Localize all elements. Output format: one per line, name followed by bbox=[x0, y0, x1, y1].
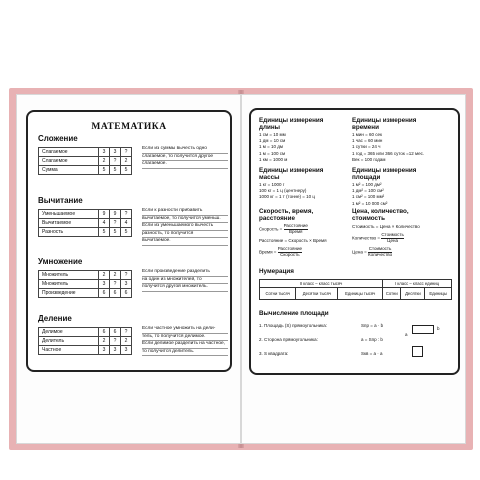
row-value: 3 bbox=[99, 280, 110, 289]
row-value: 3 bbox=[121, 280, 132, 289]
mass-lines: 1 кг = 1000 г 100 кг = 1 ц (центнеру) 1000 кг = 1 т (тонне) = 10 ц bbox=[259, 182, 316, 200]
row-value: ? bbox=[121, 328, 132, 337]
time-lines: 1 мин = 60 сек 1 час = 60 мин 1 сутки = 24 ч 1 год = 365 или 366 суток =12 мес. Век = 100 годам bbox=[352, 132, 425, 162]
table-row bbox=[39, 210, 132, 219]
rule-explanation bbox=[142, 326, 228, 356]
row-value: 3 bbox=[99, 346, 110, 355]
row-value: 6 bbox=[110, 328, 121, 337]
explanation-line: получится другой множитель. bbox=[142, 284, 228, 292]
row-value: ? bbox=[110, 219, 121, 228]
explanation-line: разность, то получится bbox=[142, 231, 228, 239]
explanation-line: слагаемое, то получится другое bbox=[142, 154, 228, 162]
row-label: Произведение bbox=[39, 289, 99, 298]
area-units-heading: Единицы измерения площади bbox=[352, 167, 417, 181]
explanation-line: Если из суммы вычесть одно bbox=[142, 146, 228, 154]
price-heading: Цена, количество, стоимость bbox=[352, 208, 409, 222]
cell-tens: Десятки bbox=[401, 288, 425, 300]
row-value: ? bbox=[121, 271, 132, 280]
cell-units: Единицы bbox=[425, 288, 452, 300]
table-row bbox=[39, 157, 132, 166]
row-value: 2 bbox=[121, 337, 132, 346]
mass-heading: Единицы измерения массы bbox=[259, 167, 324, 181]
section-heading: Сложение bbox=[38, 134, 78, 143]
explanation-line: то получится делитель. bbox=[142, 349, 228, 357]
rectangle-figure bbox=[412, 325, 434, 334]
operation-table bbox=[38, 327, 132, 355]
row-value: 6 bbox=[110, 289, 121, 298]
row-label: Разность bbox=[39, 228, 99, 237]
class-units: I класс – класс единиц bbox=[383, 280, 452, 288]
table-row bbox=[39, 280, 132, 289]
explanation-line: Если к разности прибавить bbox=[142, 208, 228, 216]
explanation-line: слагаемое. bbox=[142, 161, 228, 169]
row-value: 2 bbox=[110, 271, 121, 280]
page-title: МАТЕМАТИКА bbox=[91, 122, 167, 132]
area-formula-1: Sпр = a · b bbox=[361, 323, 384, 328]
row-value: 6 bbox=[121, 289, 132, 298]
row-value: ? bbox=[110, 337, 121, 346]
area-calc-heading: Вычисление площади bbox=[259, 310, 329, 317]
row-value: 3 bbox=[99, 148, 110, 157]
row-label: Вычитаемое bbox=[39, 219, 99, 228]
row-value: 5 bbox=[99, 166, 110, 175]
row-label: Делимое bbox=[39, 328, 99, 337]
row-value: 2 bbox=[121, 157, 132, 166]
row-value: 6 bbox=[99, 328, 110, 337]
row-label: Делитель bbox=[39, 337, 99, 346]
price-formula-1: Стоимость = Цена × Количество bbox=[352, 224, 420, 229]
explanation-line: Если из уменьшаемого вычесть bbox=[142, 223, 228, 231]
row-value: 6 bbox=[99, 289, 110, 298]
row-value: 9 bbox=[99, 210, 110, 219]
section-heading: Умножение bbox=[38, 257, 83, 266]
row-value: 3 bbox=[110, 148, 121, 157]
length-lines: 1 см = 10 мм 1 дм = 10 см 1 м = 10 дм 1 м = 100 см 1 км = 1000 м bbox=[259, 132, 288, 162]
class-thousands: II класс – класс тысяч bbox=[260, 280, 383, 288]
table-row bbox=[39, 148, 132, 157]
square-figure bbox=[412, 346, 423, 357]
speed-formula-1: Скорость = Расстояние Время bbox=[259, 223, 308, 234]
reference-panel bbox=[249, 108, 460, 375]
row-value: 4 bbox=[121, 219, 132, 228]
table-row bbox=[39, 328, 132, 337]
area-item-1: 1. Площадь (S) прямоугольника: bbox=[259, 323, 327, 328]
row-label: Частное bbox=[39, 346, 99, 355]
numbering-heading: Нумерация bbox=[259, 268, 294, 275]
operation-table bbox=[38, 147, 132, 175]
operation-table bbox=[38, 270, 132, 298]
explanation-line: Если произведение разделить bbox=[142, 269, 228, 277]
row-value: ? bbox=[110, 157, 121, 166]
price-formula-3: Цена = Стоимость Количество bbox=[352, 246, 393, 257]
row-value: ? bbox=[110, 280, 121, 289]
numbering-table bbox=[259, 279, 452, 300]
row-value: 4 bbox=[99, 219, 110, 228]
row-label: Множитель bbox=[39, 280, 99, 289]
speed-formula-2: Расстояние = Скорость × Время bbox=[259, 238, 327, 243]
rule-explanation bbox=[142, 208, 228, 246]
row-label: Уменьшаемое bbox=[39, 210, 99, 219]
row-value: 2 bbox=[99, 337, 110, 346]
area-item-2: 2. Сторона прямоугольника: bbox=[259, 337, 318, 342]
rect-side-b-label: b bbox=[437, 326, 440, 331]
row-value: 3 bbox=[121, 346, 132, 355]
section-heading: Вычитание bbox=[38, 196, 83, 205]
table-row bbox=[39, 166, 132, 175]
rule-explanation bbox=[142, 146, 228, 169]
area-item-3: 3. S квадрата: bbox=[259, 351, 289, 356]
row-label: Множитель bbox=[39, 271, 99, 280]
rule-explanation bbox=[142, 269, 228, 292]
cell-hundred-thousands: Сотни тысяч bbox=[260, 288, 296, 300]
math-panel bbox=[26, 110, 232, 372]
row-label: Слагаемое bbox=[39, 157, 99, 166]
table-row bbox=[39, 289, 132, 298]
explanation-line: на один из множителей, то bbox=[142, 277, 228, 285]
cell-thousands: Единицы тысяч bbox=[338, 288, 383, 300]
explanation-line: Если частное умножить на дели- bbox=[142, 326, 228, 334]
explanation-line: Если делимое разделить на частное, bbox=[142, 341, 228, 349]
row-value: 3 bbox=[110, 346, 121, 355]
explanation-line: вычитаемое, то получится уменьш. bbox=[142, 216, 228, 224]
row-value: 2 bbox=[99, 157, 110, 166]
rect-side-a-label: a bbox=[405, 332, 408, 337]
row-value: 5 bbox=[99, 228, 110, 237]
area-units-lines: 1 м² = 100 дм² 1 дм² = 100 см² 1 см² = 100 мм² 1 м² = 10 000 см² bbox=[352, 182, 388, 206]
row-value: 5 bbox=[110, 228, 121, 237]
row-value: 5 bbox=[110, 166, 121, 175]
row-label: Слагаемое bbox=[39, 148, 99, 157]
cell-ten-thousands: Десятки тысяч bbox=[296, 288, 338, 300]
area-formula-3: Sкв = a · a bbox=[361, 351, 383, 356]
speed-formula-3: Время = Расстояние Скорость bbox=[259, 246, 302, 257]
speed-heading: Скорость, время, расстояние bbox=[259, 208, 314, 222]
area-formula-2: a = Sпр : b bbox=[361, 337, 383, 342]
row-value: ? bbox=[121, 210, 132, 219]
section-heading: Деление bbox=[38, 314, 72, 323]
row-value: ? bbox=[121, 148, 132, 157]
table-row bbox=[39, 219, 132, 228]
length-heading: Единицы измерения длины bbox=[259, 117, 324, 131]
row-label: Сумма bbox=[39, 166, 99, 175]
explanation-line: тель, то получится делимое. bbox=[142, 334, 228, 342]
operation-table bbox=[38, 209, 132, 237]
row-value: 5 bbox=[121, 166, 132, 175]
table-row bbox=[39, 271, 132, 280]
table-row bbox=[39, 337, 132, 346]
row-value: 9 bbox=[110, 210, 121, 219]
time-heading: Единицы измерения времени bbox=[352, 117, 417, 131]
price-formula-2: Количество = Стоимость Цена bbox=[352, 232, 404, 243]
row-value: 5 bbox=[121, 228, 132, 237]
table-row bbox=[39, 346, 132, 355]
row-value: 2 bbox=[99, 271, 110, 280]
explanation-line: вычитаемое. bbox=[142, 238, 228, 246]
table-row bbox=[39, 228, 132, 237]
cell-hundreds: Сотни bbox=[383, 288, 401, 300]
